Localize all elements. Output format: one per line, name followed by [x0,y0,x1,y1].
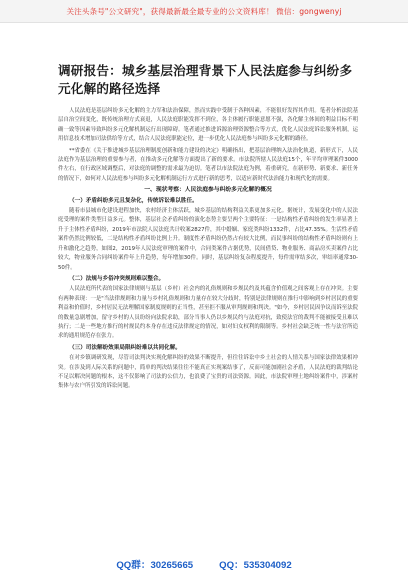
section-heading: 一、现状考察：人民法庭参与纠纷多元化解的概况 [144,187,272,194]
subsection-heading: （一）矛盾纠纷多元且复杂化，传统诉讼难以胜任。 [69,197,198,204]
subsection-paragraph: 在对乡镇调研发现，尽管司法判决实现化解纠纷的效果不断提升，但往往诉讼中乡土社会的人情关系与国家法律效果相冲突。在涉及到人际关系的问题中，简单的判决结果往往不能真正实现案结事了，反而可能加剧社会矛盾，人民法庭的裁判结论不足以解决问题的根本，这不仅影响了司法的公信力，也浪费了宝贵的司法资源。因此，市法院审理土地纠纷案件中，涉案村集体与农户所引发的诉讼问题。 [58,355,358,390]
document-body [58,62,358,542]
subsection-heading: （三）司法解纷效果局限纠纷难以共同化解。 [69,344,181,351]
subsection-paragraph: 随着市县城市化建设进程加快，农村经济主体活跃，城乡基层的结构利益关系更加多元化。据统计，发展变化中的人民法庭受理的案件类型日益多元。整体，基层社会矛盾纠纷的演化态势主要呈两个主要特征：一是结构性矛盾纠纷的发生率显著上升于主体性矛盾纠纷，2019年市法院人民法庭共计收案2827件，其中婚姻、家庭类纠纷1332件，占比47.35%。生活性矛盾案件仍然比例较低，二是结构性矛盾纠纷比例上升。制度性矛盾纠纷仍然占有较大比例，而民事纠纷的结构性矛盾纠纷则有上升和激化之趋势，如图2，2019年人民法庭审理的案件中，合同类案件占据优势，民间借贷、物业服务、商品房买卖案件占比较大，物业服务合同纠纷案件年上升趋势，每年增加30件。同时，基层纠纷复杂程度提升，每件需审结多次，审结率通常30-50件。 [58,208,358,271]
intro-paragraph: **省委在《关于推进城乡基层治理制度创新和能力建设的决定》明确指出，把基层治理纳入法治化轨道，新形式下，人民法庭作为基层治理的重要参与者，在推动多元化解等方面提出了新的要求。市法院所辖人民法庭15个，年平均审理案件3000件左右，在行政区域调整后，对法庭的调整的需求最为迫切。笔者以市法院法庭为例，着重研究，在新形势、新要求、新任务的情况下，如何对人民法庭参与纠纷多元化解机制运行方式进行新的思考，以适应新时代法治能力和现代化的需要。 [58,147,358,182]
top-banner [0,0,408,23]
footer-contact [0,552,408,576]
subsection-heading: （二）法规与乡俗冲突规则难以整合。 [69,275,165,282]
qq-text: QQ：535304092 [219,560,292,571]
subsection-paragraph: 人民法庭所代表的国家法律规则与基层（乡村）社会内的礼俗规则和乡规民约及其蕴含价值观之间客观上存在冲突。主要有两种表现：一是"当法律规则和力量与乡村礼俗规则和力量存在较大分歧时，特别是法律规则在推行中影响到乡村居民的重要利益和价值时，乡村居民无法理解国家制度规则的正当性，甚至拒不服从审判规则和判决。"如今，乡村居民因争议而诉至法院的数量急剧增加，留守乡村的人员纷纷向法院求助，部分当事人仍以乡规民约与法庭对抗，致使法官的裁判不能被接受且难以执行；二是一些地方推行的村规民约本身存在违反法律规定的情况，如对妇女权利的限制等。乡村社会缺乏统一性与法官所追求的通用规范存在张力。 [58,286,358,340]
abstract-paragraph: 人民法庭是基层纠纷多元化解的主力军和法治保障，然而实践中受制于各种因素，不能很好发挥其作用。笔者分析法院基层自治空间变化，既传统治理方式衰退，人民法庭职能发挥不到位，各主体履行职能意愿不强，各化解主体间的利益目标不明确一致等因素导致纠纷多元化解机制运行出现障碍。笔者通过推进诉源治理资源整合等方式，优化人民法庭诉讼服务机制，运用信息技术增加司法供给等方式，结合人民法庭职能定位，进一步优化人民法庭参与纠纷多元化解的路径。 [58,108,358,143]
banner-text: 关注头条号"公文研究"，获得最新最全最专业的公文资料库！ 微信：gongwenyj [66,6,342,16]
document-title: 调研报告：城乡基层治理背景下人民法庭参与纠纷多元化解的路径选择 [58,63,353,96]
qq-group-text: QQ群：30265665 [116,560,194,571]
